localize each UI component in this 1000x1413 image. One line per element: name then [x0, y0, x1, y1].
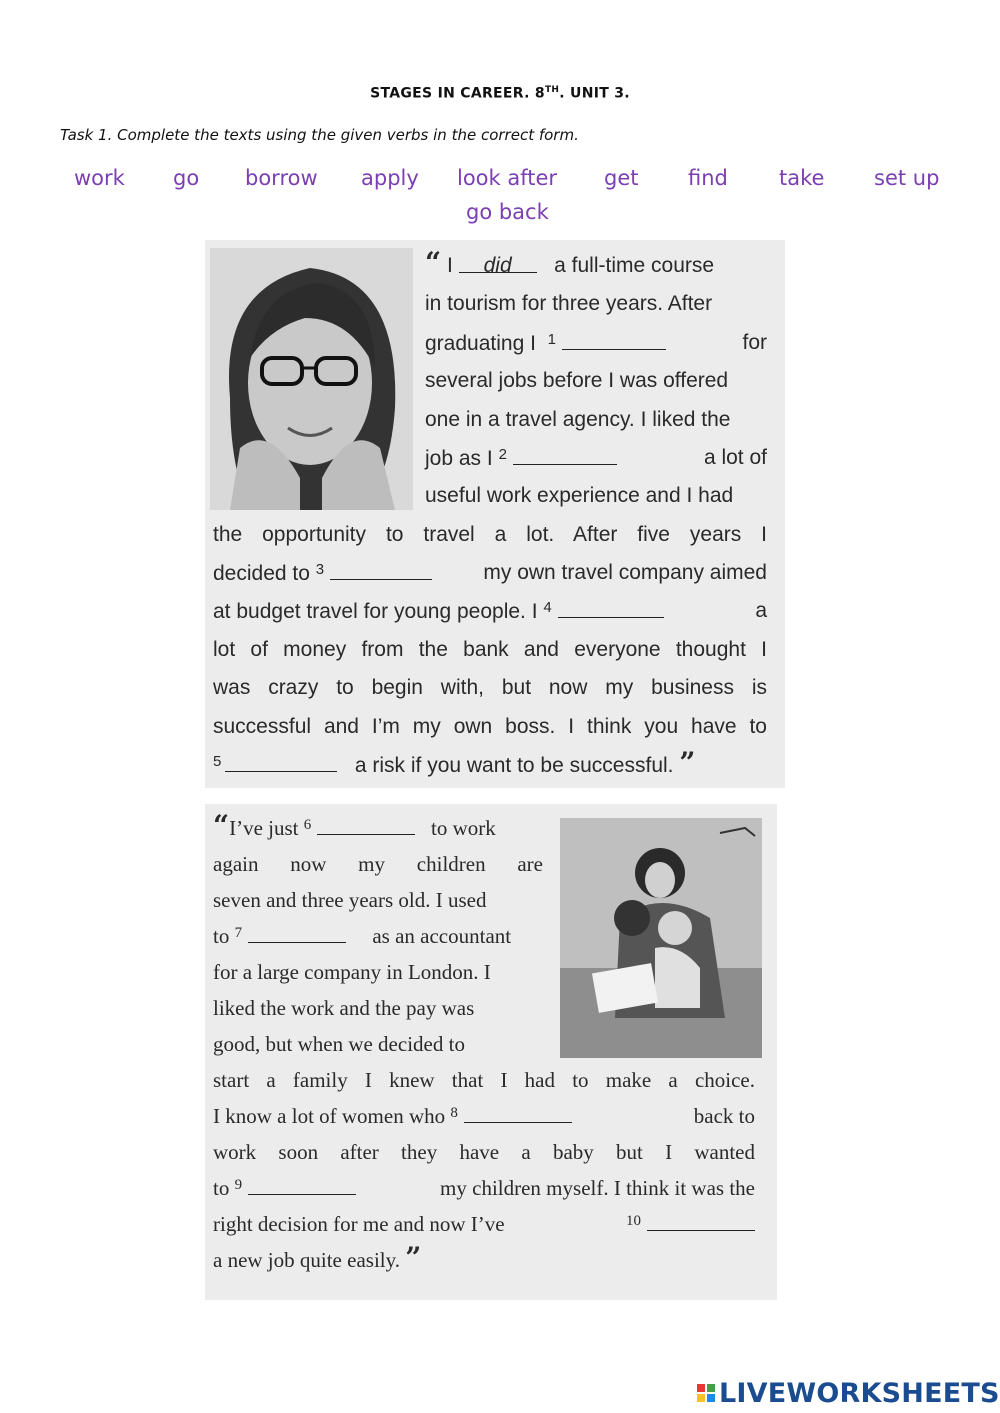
woman-photo: [210, 248, 413, 510]
text1-line: was crazy to begin with, but now my business is: [213, 676, 767, 699]
text1-line: one in a travel agency. I liked the: [425, 408, 731, 431]
text2-line: to $^7$ as an accountant: [213, 924, 512, 948]
close-quote-icon: ”: [405, 1241, 422, 1274]
answer-blank-4[interactable]: [558, 599, 664, 618]
text1-line: job as I $^2$ a lot of: [425, 446, 767, 470]
text2-line: “I’ve just $^6$ to work: [213, 809, 496, 842]
word-bank-item[interactable]: set up: [874, 166, 940, 190]
answer-blank-5[interactable]: [225, 753, 337, 772]
word-bank-item[interactable]: go: [173, 166, 200, 190]
answer-blank-10[interactable]: [647, 1212, 755, 1231]
close-quote-icon: ”: [679, 746, 696, 779]
text1-line: several jobs before I was offered: [425, 369, 729, 392]
text1-line: the opportunity to travel a lot. After five years I: [213, 523, 767, 546]
text2-line: for a large company in London. I: [213, 960, 491, 984]
answer-blank-3[interactable]: [330, 561, 432, 580]
word-bank-item[interactable]: borrow: [245, 166, 318, 190]
answer-example: did: [459, 254, 537, 273]
answer-blank-1[interactable]: [562, 331, 666, 350]
text2-line: to $^9$ my children myself. I think it was the: [213, 1176, 755, 1200]
text2-line: work soon after they have a baby but I wanted: [213, 1140, 755, 1164]
text1-line: $^5$ a risk if you want to be successful. ”: [213, 746, 696, 779]
text2-line: liked the work and the pay was: [213, 996, 475, 1020]
text1-line: at budget travel for young people. I $^4$ a: [213, 599, 767, 623]
word-bank-item[interactable]: go back: [466, 200, 549, 224]
text2-line: I know a lot of women who $^8$ back to: [213, 1104, 755, 1128]
word-bank-item[interactable]: find: [688, 166, 728, 190]
word-bank-item[interactable]: work: [74, 166, 125, 190]
text1-line: successful and I’m my own boss. I think you have to: [213, 715, 767, 738]
text2-line: right decision for me and now I’ve $^{10}$: [213, 1212, 755, 1237]
answer-blank-6[interactable]: [317, 816, 415, 835]
open-quote-icon: “: [425, 246, 442, 279]
text2-line: a new job quite easily. ”: [213, 1241, 422, 1274]
logo-mark-icon: [697, 1384, 715, 1402]
text1-line: decided to $^3$ my own travel company aimed: [213, 561, 767, 585]
text1-line: in tourism for three years. After: [425, 292, 713, 315]
answer-blank-8[interactable]: [464, 1104, 572, 1123]
task-instruction: Task 1. Complete the texts using the given verbs in the correct form.: [60, 126, 579, 144]
text1-line: “ I did a full-time course: [425, 246, 715, 279]
text1-line: graduating I $^1$ for: [425, 331, 767, 355]
open-quote-icon: “: [213, 809, 230, 842]
answer-blank-7[interactable]: [248, 924, 346, 943]
word-bank-item[interactable]: take: [779, 166, 825, 190]
text1-line: useful work experience and I had: [425, 484, 734, 507]
text-panel-1: [205, 240, 785, 788]
answer-blank-2[interactable]: [513, 446, 617, 465]
text2-line: seven and three years old. I used: [213, 888, 487, 912]
text-panel-2: [205, 804, 777, 1300]
word-bank-item[interactable]: get: [604, 166, 639, 190]
word-bank-item[interactable]: look after: [457, 166, 558, 190]
answer-blank-9[interactable]: [248, 1176, 356, 1195]
worksheet-title: STAGES IN CAREER. 8TH. UNIT 3.: [370, 85, 630, 102]
word-bank: [0, 166, 1000, 236]
text1-line: lot of money from the bank and everyone thought I: [213, 638, 767, 661]
word-bank-item[interactable]: apply: [361, 166, 419, 190]
text2-line: good, but when we decided to: [213, 1032, 465, 1056]
liveworksheets-logo: LIVEWORKSHEETS: [697, 1375, 1000, 1411]
family-photo: [560, 818, 762, 1058]
text2-line: again now my children are: [213, 852, 543, 876]
text2-line: start a family I knew that I had to make a choice.: [213, 1068, 755, 1092]
